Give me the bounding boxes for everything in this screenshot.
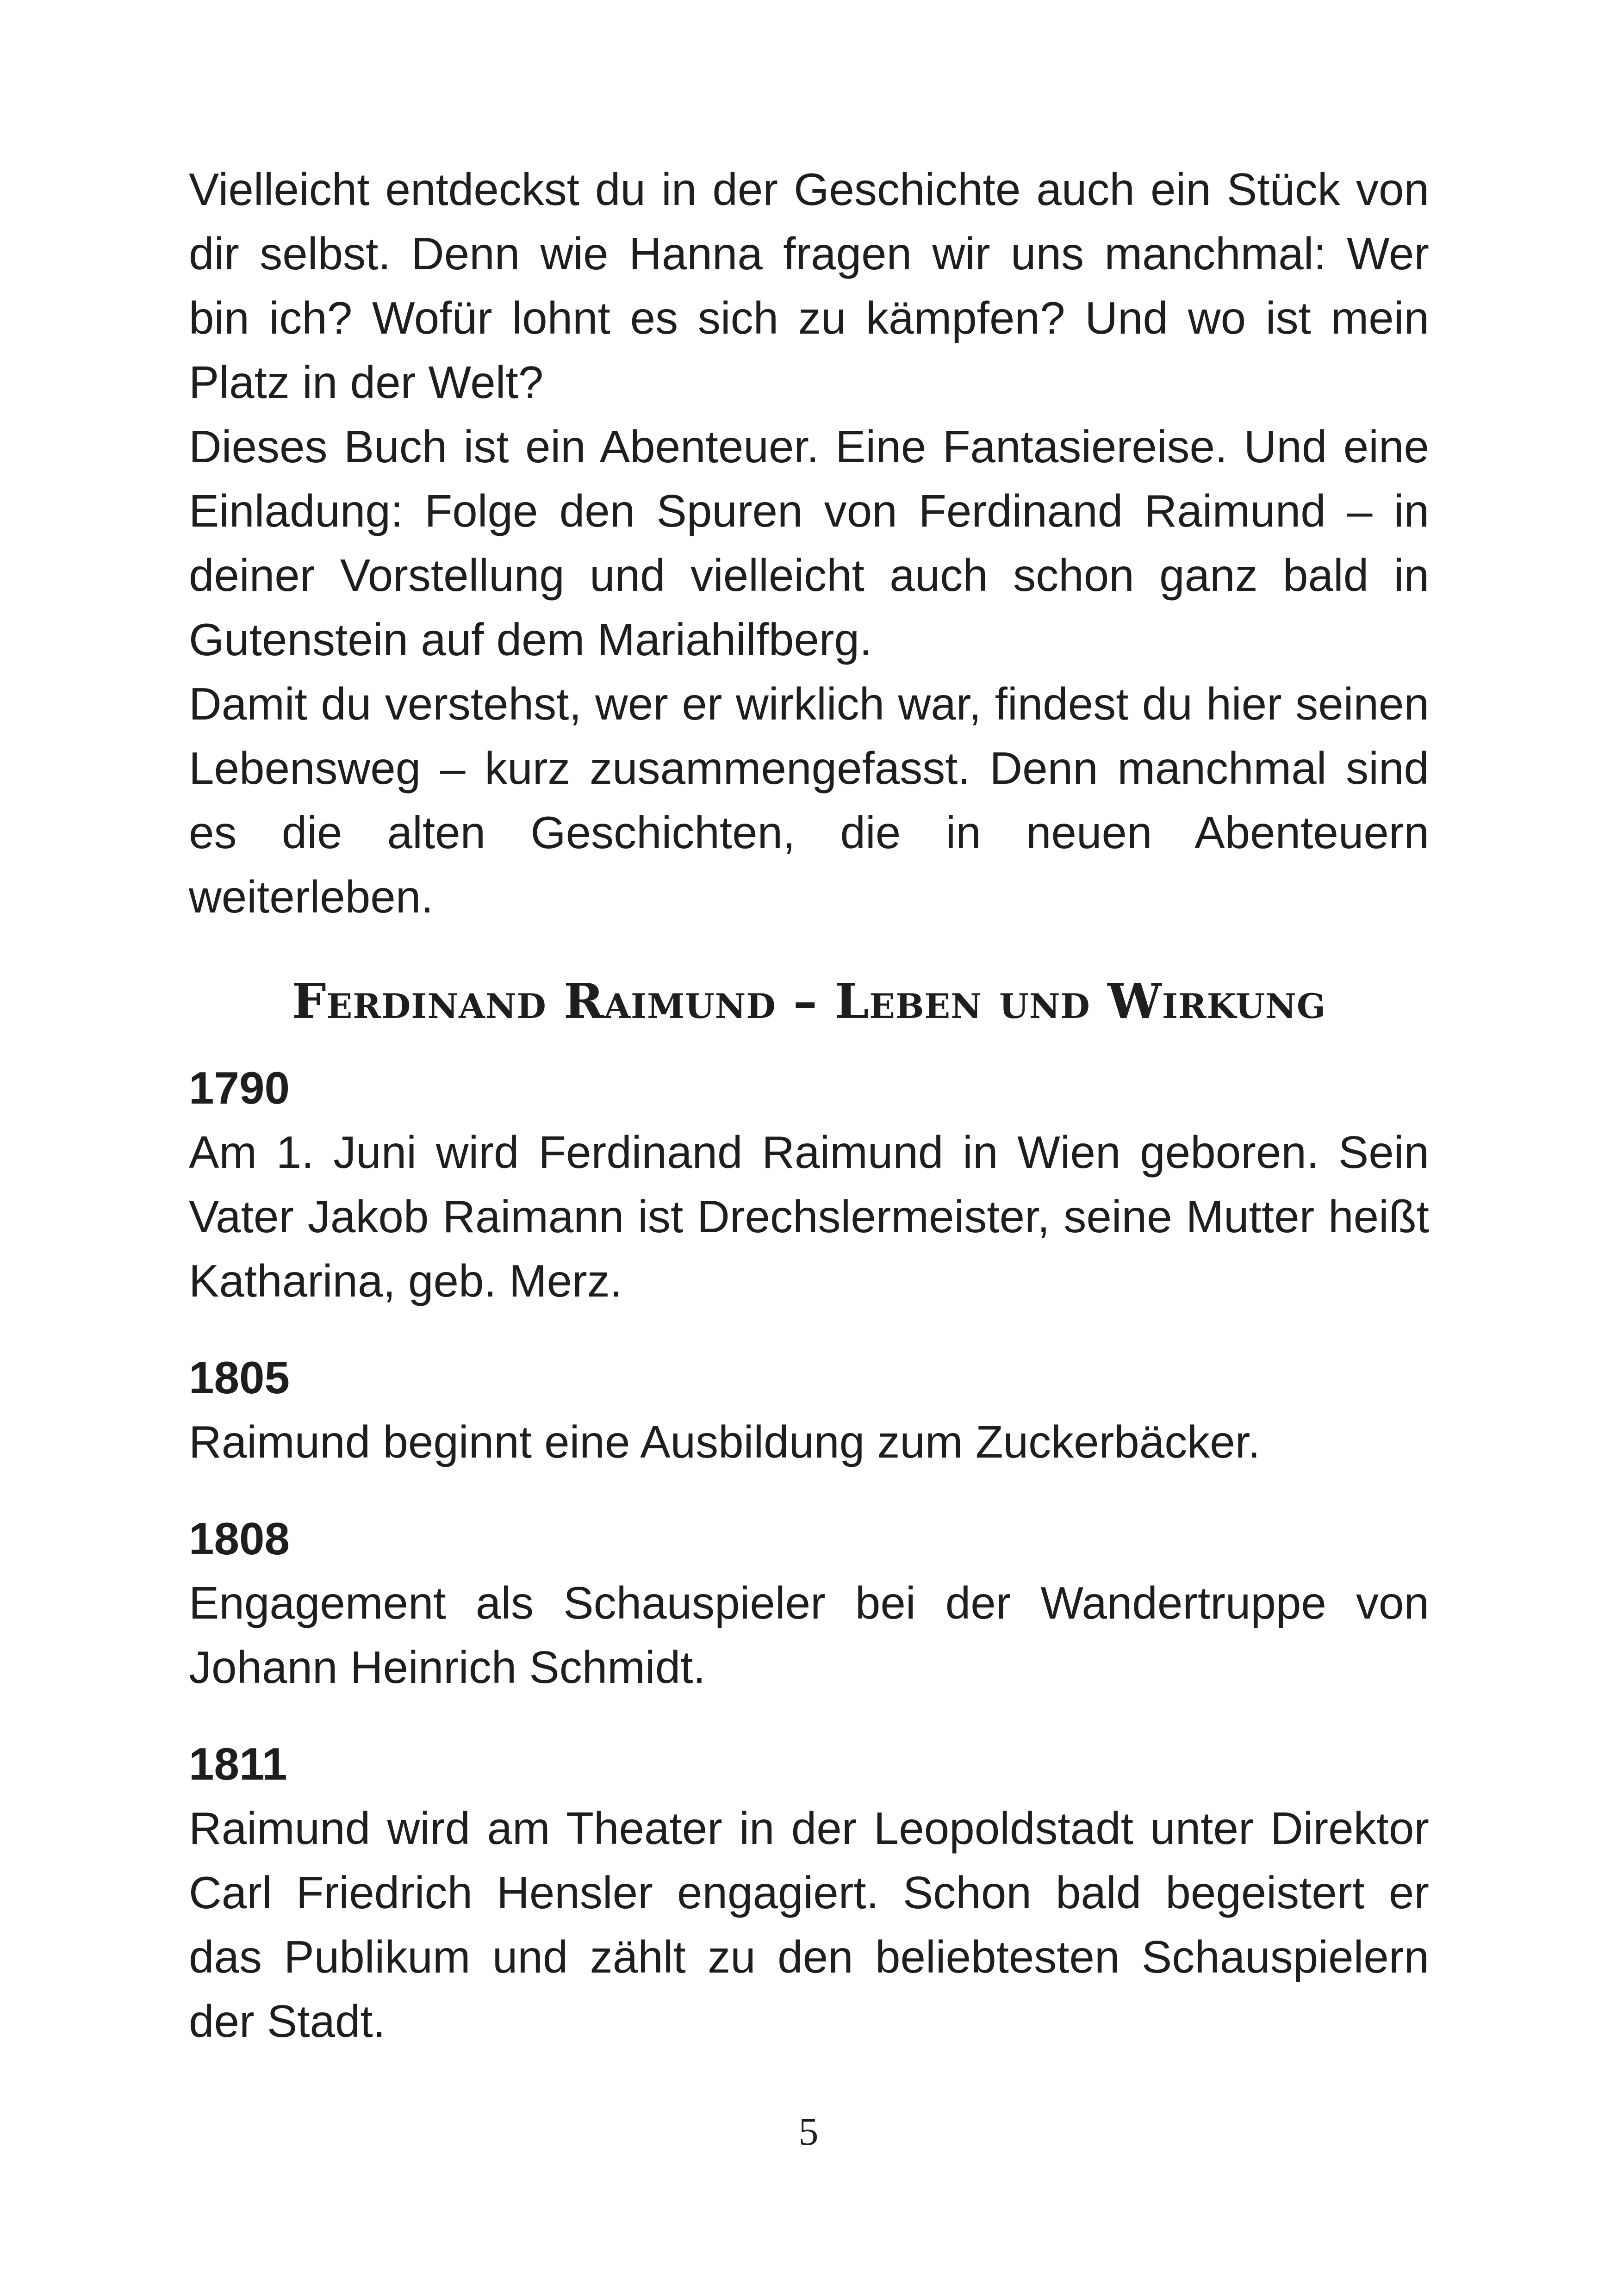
timeline-year: 1805 [189, 1352, 290, 1403]
timeline-text: Engagement als Schauspieler bei der Wandertruppe von Johann Heinrich Schmidt. [189, 1577, 1429, 1693]
timeline-entry-1808 [189, 1507, 1429, 1700]
page-number: 5 [798, 2109, 819, 2153]
timeline-year: 1808 [189, 1513, 290, 1564]
timeline-year: 1811 [189, 1738, 287, 1789]
intro-paragraph-1: Vielleicht entdeckst du in der Geschichte auch ein Stück von dir selbst. Denn wie Hanna fragen wir uns manchmal: Wer bin ich? Wofür lohnt es sich zu kämpfen? Und wo ist mein Platz in der Welt? [189, 164, 1429, 408]
page-content [189, 157, 1429, 2086]
timeline-entry-1805 [189, 1346, 1429, 1474]
intro-paragraph-2: Dieses Buch ist ein Abenteuer. Eine Fantasiereise. Und eine Einladung: Folge den Spuren von Ferdinand Raimund – in deiner Vorstellung und vielleicht auch schon ganz bald in Gutenstein auf dem Mariahilfberg. [189, 421, 1429, 665]
timeline-text: Raimund wird am Theater in der Leopoldstadt unter Direktor Carl Friedrich Hensler engagiert. Schon bald begeistert er das Publikum und zählt zu den beliebtesten Schauspielern der Stadt. [189, 1803, 1429, 2047]
timeline-text: Raimund beginnt eine Ausbildung zum Zuckerbäcker. [189, 1416, 1261, 1467]
timeline-year: 1790 [189, 1062, 290, 1113]
timeline-entry-1811 [189, 1732, 1429, 2054]
section-heading: Ferdinand Raimund – Leben und Wirkung [292, 973, 1326, 1030]
intro-paragraph-3: Damit du verstehst, wer er wirklich war, findest du hier seinen Lebensweg – kurz zusammengefasst. Denn manchmal sind es die alten Geschichten, die in neuen Abenteuern weiterleben. [189, 678, 1429, 922]
timeline-entry-1790 [189, 1056, 1429, 1313]
timeline-text: Am 1. Juni wird Ferdinand Raimund in Wien geboren. Sein Vater Jakob Raimann ist Drechslermeister, seine Mutter heißt Katharina, geb. Merz. [189, 1127, 1429, 1306]
